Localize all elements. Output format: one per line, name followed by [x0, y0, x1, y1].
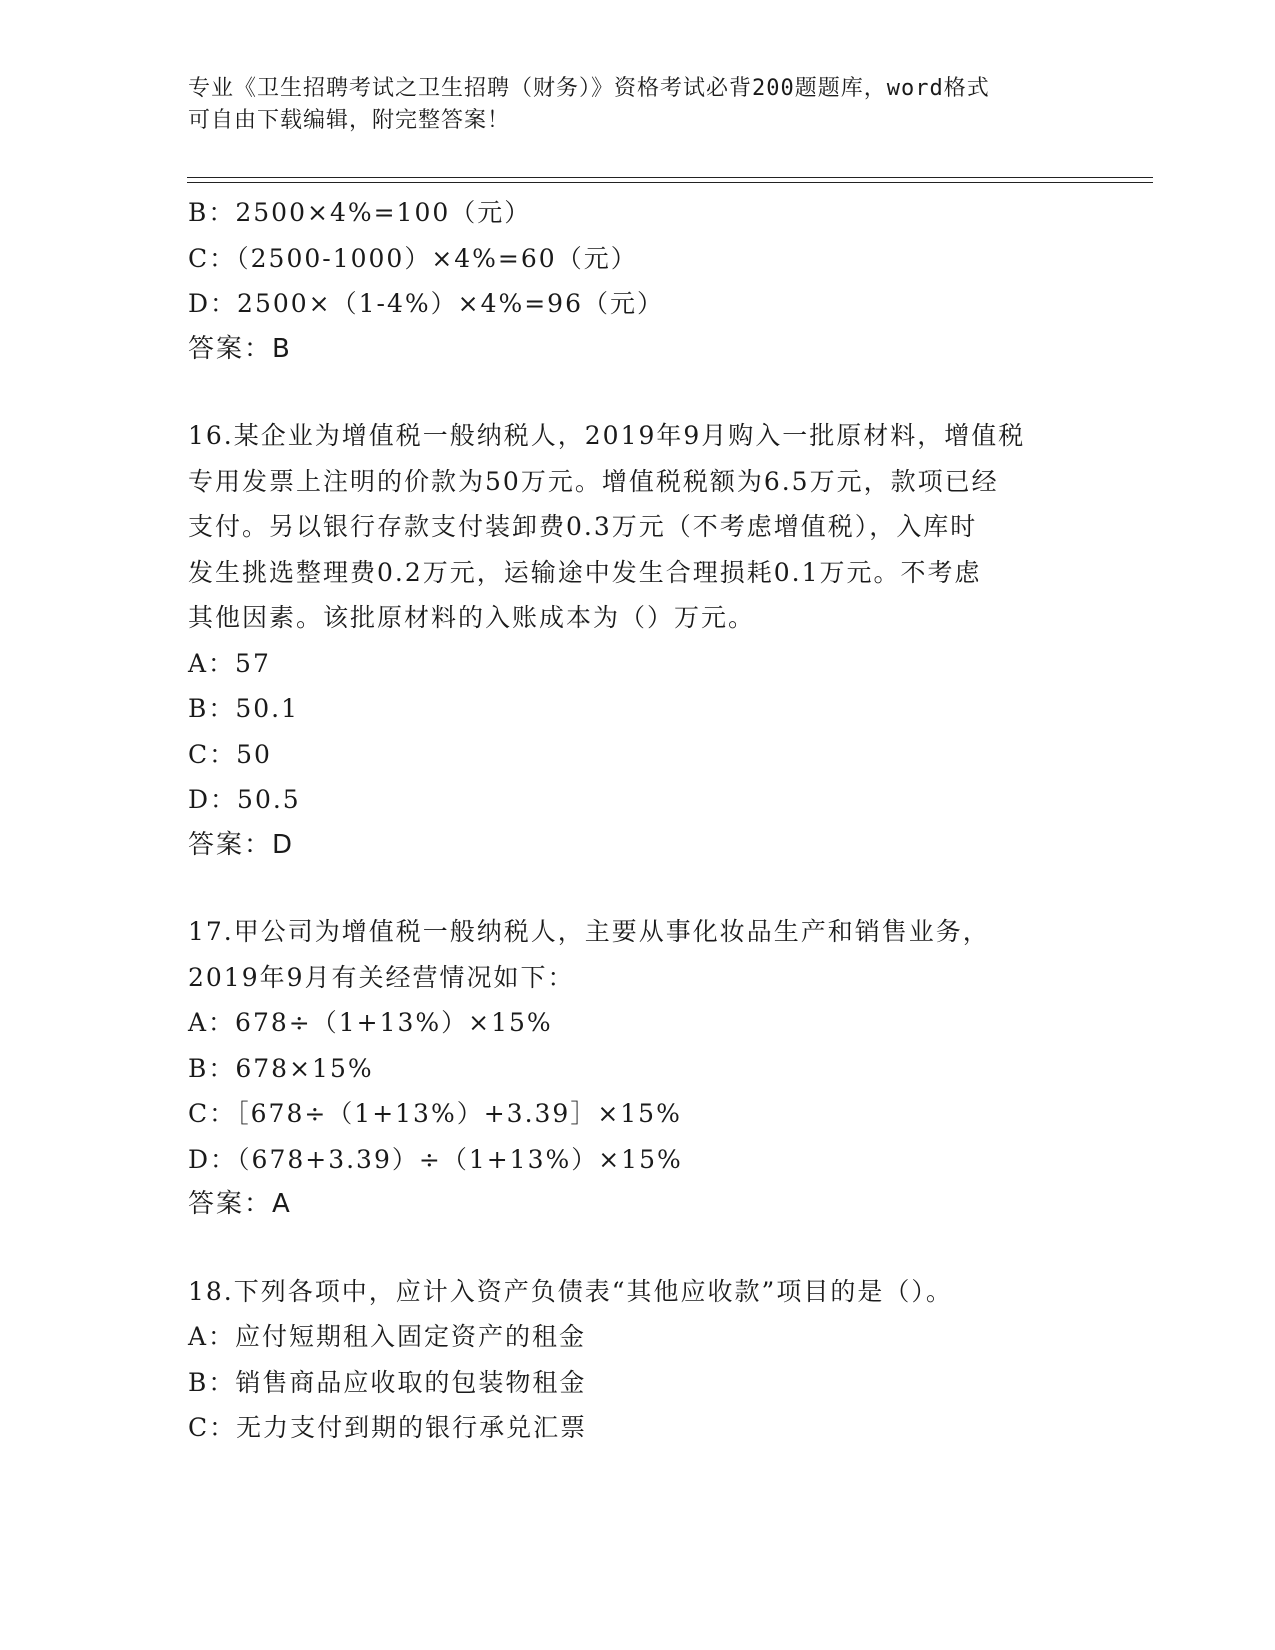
q15-answer: 答案：B: [188, 333, 292, 364]
q16-stem-line: 专用发票上注明的价款为50万元。增值税税额为6.5万元，款项已经: [188, 466, 999, 496]
q16-option-c: C：50: [188, 739, 272, 769]
q16-answer: 答案：D: [188, 829, 295, 860]
spacer: [188, 868, 1088, 909]
q17-option-a: A：678÷（1+13%）×15%: [188, 1008, 553, 1037]
question-15-block: [188, 190, 1088, 372]
header-line-2: 可自由下载编辑，附完整答案！: [188, 108, 511, 133]
q15-option-d: D：2500×（1-4%）×4%=96（元）: [188, 289, 664, 318]
header-line-1: 专业《卫生招聘考试之卫生招聘（财务）》资格考试必背200题题库，word格式: [188, 76, 990, 101]
q17-option-b: B：678×15%: [188, 1053, 374, 1083]
header-divider-bottom: [187, 182, 1153, 183]
q17-stem-line: 17.甲公司为增值税一般纳税人，主要从事化妆品生产和销售业务，: [188, 917, 990, 946]
q18-option-a: A：应付短期租入固定资产的租金: [188, 1322, 587, 1351]
q17-option-c: C：［678÷（1+13%）+3.39］×15%: [188, 1099, 682, 1128]
q16-stem-line: 发生挑选整理费0.2万元，运输途中发生合理损耗0.1万元。不考虑: [188, 557, 982, 587]
q18-option-b: B：销售商品应收取的包装物租金: [188, 1367, 587, 1397]
q16-option-b: B：50.1: [188, 694, 300, 723]
spacer: [188, 1228, 1088, 1269]
q16-stem-line: 支付。另以银行存款支付装卸费0.3万元（不考虑增值税），入库时: [188, 512, 978, 541]
q16-stem-line: 其他因素。该批原材料的入账成本为（）万元。: [188, 603, 756, 632]
header-divider-top: [187, 177, 1153, 178]
q15-option-c: C：（2500-1000）×4%=60（元）: [188, 243, 638, 273]
q16-option-d: D：50.5: [188, 785, 301, 814]
document-header: [188, 73, 1088, 137]
question-18-block: [188, 1269, 1088, 1451]
q17-stem-line: 2019年9月有关经营情况如下：: [188, 962, 575, 992]
q18-stem-line: 18.下列各项中，应计入资产负债表“其他应收款”项目的是（）。: [188, 1276, 953, 1306]
q16-stem-line: 16.某企业为增值税一般纳税人，2019年9月购入一批原材料，增值税: [188, 421, 1026, 450]
q17-answer: 答案：A: [188, 1189, 292, 1219]
q18-option-c: C：无力支付到期的银行承兑汇票: [188, 1413, 588, 1442]
spacer: [188, 372, 1088, 413]
document-body: [188, 190, 1088, 1451]
question-16-block: [188, 413, 1088, 868]
question-17-block: [188, 909, 1088, 1228]
q16-option-a: A：57: [188, 648, 271, 678]
q15-option-b: B：2500×4%=100（元）: [188, 198, 532, 227]
q17-option-d: D：（678+3.39）÷（1+13%）×15%: [188, 1144, 683, 1174]
